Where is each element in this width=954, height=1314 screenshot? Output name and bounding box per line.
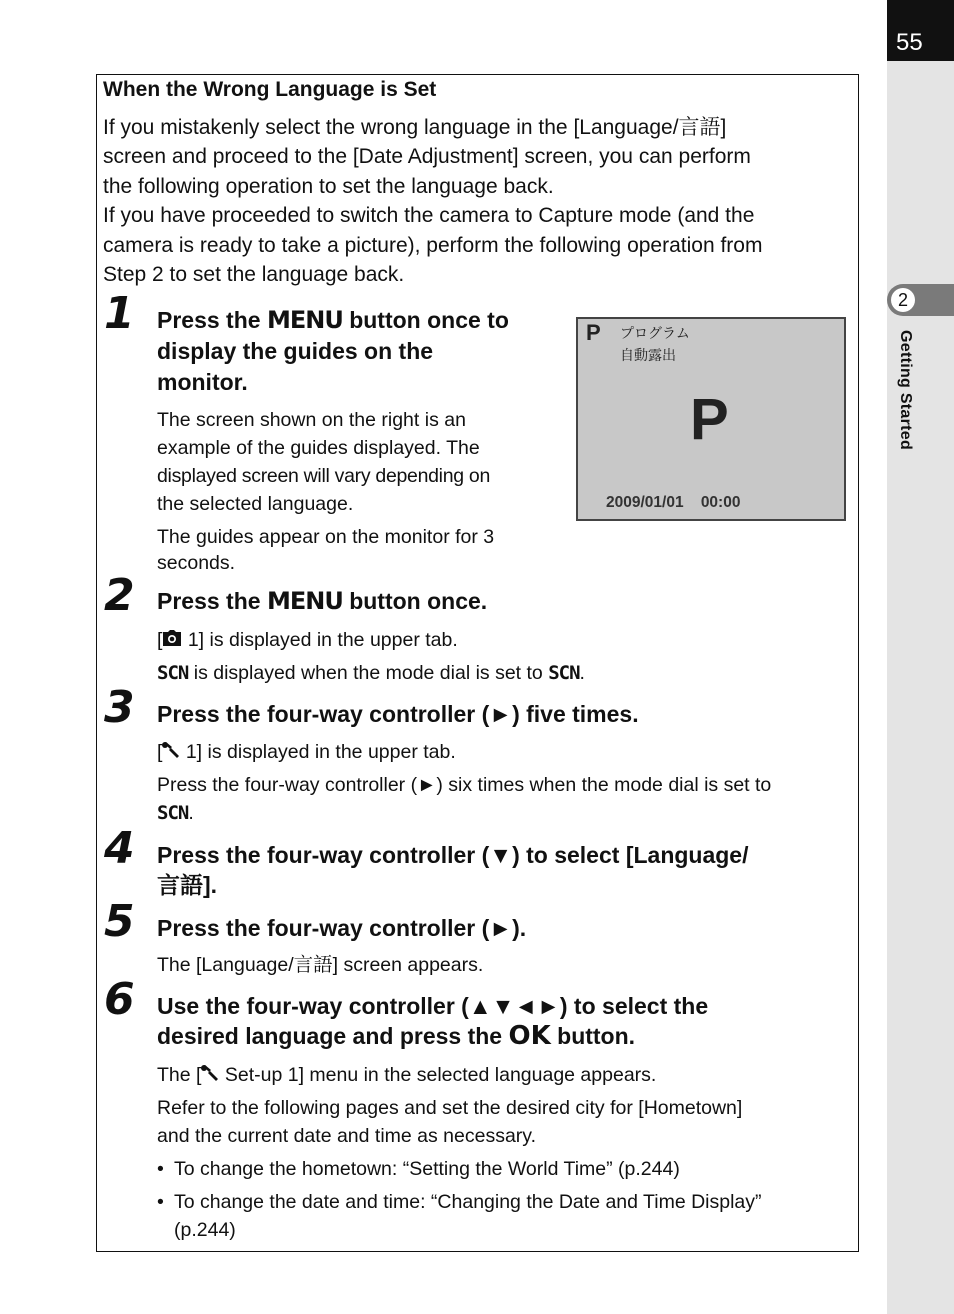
step-text: The [ Set-up 1] menu in the selected language appears. xyxy=(157,1064,657,1086)
step-text: SCN. xyxy=(157,802,194,824)
step-number: 5 xyxy=(104,896,135,947)
step-text: Press the four-way controller (►) six times when the mode dial is set to xyxy=(157,774,772,796)
lcd-mode-icon: P xyxy=(586,320,601,345)
step-text: The guides appear on the monitor for 3 xyxy=(157,526,495,548)
scn-mode-icon: SCN xyxy=(548,662,580,684)
step-text: seconds. xyxy=(157,552,236,574)
step-number: 4 xyxy=(104,823,135,874)
lcd-big-mode: P xyxy=(690,387,729,452)
step-text: the selected language. xyxy=(157,493,354,515)
step-text: and the current date and time as necessary. xyxy=(157,1125,537,1147)
step-text: The [Language/言語] screen appears. xyxy=(157,954,484,976)
bullet-mark: • xyxy=(157,1158,164,1180)
bullet-item: To change the hometown: “Setting the World Time” (p.244) xyxy=(174,1158,680,1180)
step-title: Press the four-way controller (►). xyxy=(157,915,527,941)
step-text: [ 1] is displayed in the upper tab. xyxy=(157,629,458,651)
step-title: Press the MENU button once to xyxy=(157,306,509,334)
step-text: SCN is displayed when the mode dial is set to SCN. xyxy=(157,662,585,684)
note-line: Step 2 to set the language back. xyxy=(103,263,405,286)
step-text: The screen shown on the right is an xyxy=(157,409,466,431)
note-title: When the Wrong Language is Set xyxy=(103,78,437,101)
step-text: example of the guides displayed. The xyxy=(157,437,480,459)
wrench-icon xyxy=(162,742,180,760)
bullet-mark: • xyxy=(157,1191,164,1213)
lcd-date: 2009/01/01 xyxy=(606,494,684,511)
step-title: Use the four-way controller (▲▼◄►) to select the xyxy=(157,993,709,1019)
camera-icon xyxy=(162,630,182,647)
side-margin-strip xyxy=(887,0,954,1314)
step-text: Refer to the following pages and set the desired city for [Hometown] xyxy=(157,1097,743,1119)
menu-key: MENU xyxy=(266,587,343,615)
lcd-datetime xyxy=(606,494,740,512)
step-text: [ 1] is displayed in the upper tab. xyxy=(157,741,456,763)
note-line: screen and proceed to the [Date Adjustment] screen, you can perform xyxy=(103,145,751,168)
step-title: Press the four-way controller (►) five times. xyxy=(157,701,639,727)
page-number: 55 xyxy=(896,29,923,56)
bullet-item-cont: (p.244) xyxy=(174,1219,236,1241)
step-number: 1 xyxy=(104,288,135,339)
chapter-title: Getting Started xyxy=(897,330,914,451)
note-line: the following operation to set the language back. xyxy=(103,175,554,198)
wrench-icon xyxy=(201,1065,219,1083)
note-line: If you have proceeded to switch the camera to Capture mode (and the xyxy=(103,204,755,227)
lcd-guide-line: プログラム xyxy=(620,325,690,341)
step-title-line: desired language and press the OK button. xyxy=(157,1021,636,1051)
lcd-time: 00:00 xyxy=(700,494,741,511)
step-number: 3 xyxy=(104,682,135,733)
scn-mode-icon: SCN xyxy=(157,662,189,684)
bullet-item: To change the date and time: “Changing the Date and Time Display” xyxy=(174,1191,762,1213)
step-title: Press the MENU button once. xyxy=(157,587,488,615)
step-title: Press the four-way controller (▼) to select [Language/ xyxy=(157,842,749,868)
step-title-line: 言語]. xyxy=(157,872,218,898)
step-title-line: monitor. xyxy=(157,369,248,395)
ok-key: OK xyxy=(508,1021,551,1051)
step-number: 2 xyxy=(104,570,135,621)
step-text: displayed screen will vary depending on xyxy=(157,465,491,487)
step-title-line: display the guides on the xyxy=(157,338,434,364)
note-line: camera is ready to take a picture), perform the following operation from xyxy=(103,234,763,257)
scn-mode-icon: SCN xyxy=(157,802,189,824)
step-number: 6 xyxy=(104,974,135,1025)
chapter-number: 2 xyxy=(891,288,915,312)
lcd-guide-line: 自動露出 xyxy=(620,347,676,363)
note-line: If you mistakenly select the wrong language in the [Language/言語] xyxy=(103,116,727,139)
menu-key: MENU xyxy=(266,306,343,334)
